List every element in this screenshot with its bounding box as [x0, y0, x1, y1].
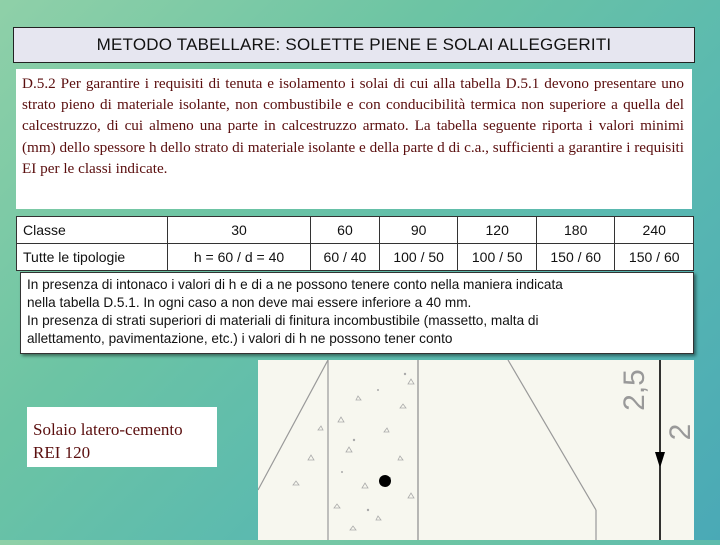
- dimension-label: 2,5: [618, 369, 651, 411]
- aggregate-dots: [341, 373, 406, 511]
- note-line: In presenza di intonaco i valori di h e di a ne possono tenere conto nella maniera indicata: [27, 277, 563, 292]
- note-line: In presenza di strati superiori di materiali di finitura incombustibile (massetto, malta di: [27, 313, 539, 328]
- table-cell: 60: [311, 217, 380, 244]
- table-cell: 90: [379, 217, 458, 244]
- table-row: [17, 244, 694, 271]
- rebar-dot: [379, 475, 391, 487]
- slab-section-drawing: [258, 360, 694, 540]
- aggregate-marks: [293, 379, 414, 530]
- regulation-paragraph: D.5.2 Per garantire i requisiti di tenuta e isolamento i solai di cui alla tabella D.5.1 devono presentare uno strato pieno di materiale isolante, non combustibile e con conducibilità termica non superiore a quella del calcestruzzo, di cui almeno una parte in calcestruzzo armato. La tabella seguente riporta i valori minimi (mm) dello spessore h dello strato di materiale isolante e della parte d di c.a., sufficienti a garantire i requisiti EI per le classi indicate.: [16, 69, 692, 209]
- slab-section-svg: [258, 360, 694, 540]
- hollow-block-edge: [508, 360, 596, 510]
- table-cell: 100 / 50: [458, 244, 537, 271]
- table-cell: 30: [168, 217, 311, 244]
- slide-title: METODO TABELLARE: SOLETTE PIENE E SOLAI ALLEGGERITI: [13, 27, 695, 63]
- hollow-block-edge: [258, 360, 328, 490]
- table-cell: 60 / 40: [311, 244, 380, 271]
- table-cell: h = 60 / d = 40: [168, 244, 311, 271]
- table-cell: 150 / 60: [615, 244, 694, 271]
- caption-line: REI 120: [33, 443, 91, 462]
- note-line: allettamento, pavimentazione, etc.) i valori di h ne possono tener conto: [27, 331, 453, 346]
- table-header-row: [17, 217, 694, 244]
- table-cell: Classe: [17, 217, 168, 244]
- caption-line: Solaio latero-cemento: [33, 420, 183, 439]
- table-cell: 100 / 50: [379, 244, 458, 271]
- table-cell: 150 / 60: [536, 244, 615, 271]
- dimension-arrow: [655, 452, 665, 468]
- thickness-table: [16, 216, 694, 271]
- table-cell: 180: [536, 217, 615, 244]
- drawing-caption: [27, 407, 217, 467]
- table-cell: Tutte le tipologie: [17, 244, 168, 271]
- table-cell: 240: [615, 217, 694, 244]
- dimension-label: 2: [664, 423, 694, 441]
- note-line: nella tabella D.5.1. In ogni caso a non deve mai essere inferiore a 40 mm.: [27, 295, 472, 310]
- notes-box: [20, 272, 694, 354]
- table-cell: 120: [458, 217, 537, 244]
